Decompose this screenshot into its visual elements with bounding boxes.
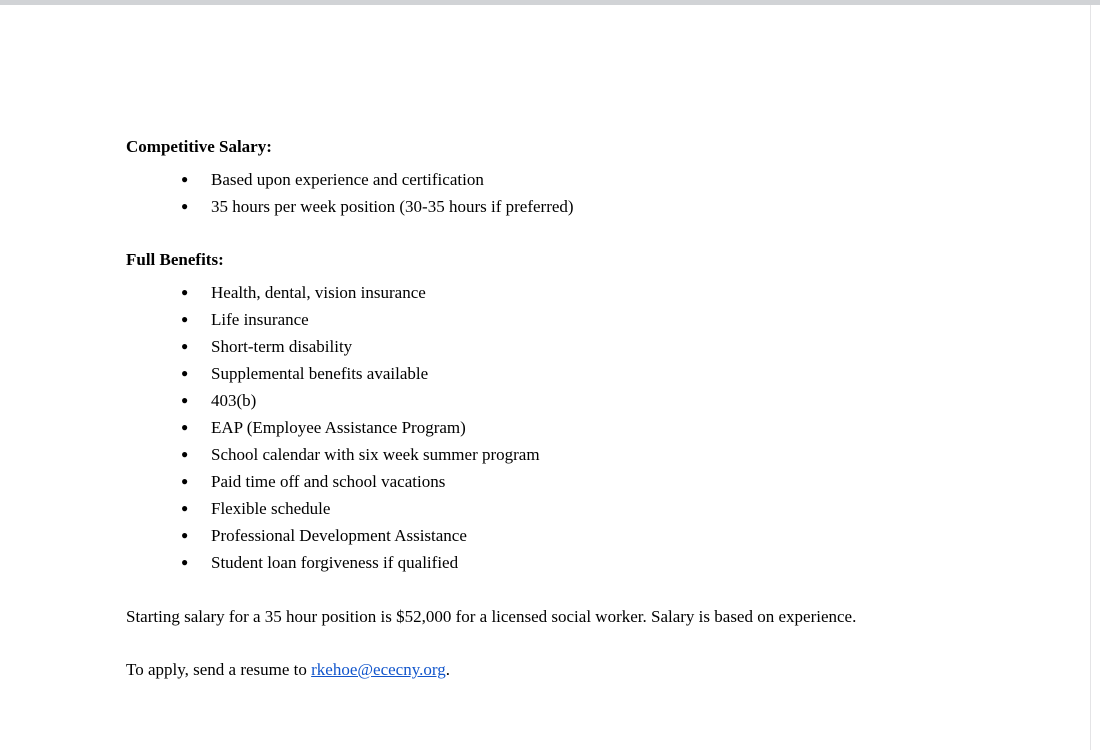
list-item: ● Professional Development Assistance [126, 522, 926, 549]
apply-text-suffix: . [445, 660, 450, 679]
window-top-border [0, 0, 1100, 5]
full-benefits-bullet-list [126, 279, 926, 576]
page-right-edge [1090, 5, 1091, 750]
list-item: ● Supplemental benefits available [126, 360, 926, 387]
email-link[interactable]: rkehoe@ececny.org [311, 660, 446, 679]
list-item: ● Based upon experience and certification [126, 166, 926, 193]
list-item: ● Paid time off and school vacations [126, 468, 926, 495]
list-item: ● Short-term disability [126, 333, 926, 360]
competitive-salary-bullet-list [126, 166, 926, 220]
list-item: ● Student loan forgiveness if qualified [126, 549, 926, 576]
list-item: ● EAP (Employee Assistance Program) [126, 414, 926, 441]
section-heading-competitive-salary: Competitive Salary: [126, 137, 272, 156]
list-item: ● Flexible schedule [126, 495, 926, 522]
list-item: ● 35 hours per week position (30-35 hours if preferred) [126, 193, 926, 220]
section-heading-full-benefits: Full Benefits: [126, 250, 224, 269]
list-item: ● 403(b) [126, 387, 926, 414]
document-body [126, 133, 926, 683]
apply-paragraph [126, 656, 921, 683]
salary-paragraph: Starting salary for a 35 hour position is $52,000 for a licensed social worker. Salary is based on experience. [126, 607, 857, 626]
list-item: ● School calendar with six week summer program [126, 441, 926, 468]
list-item: ● Health, dental, vision insurance [126, 279, 926, 306]
list-item: ● Life insurance [126, 306, 926, 333]
apply-text-prefix: To apply, send a resume to [126, 660, 312, 679]
